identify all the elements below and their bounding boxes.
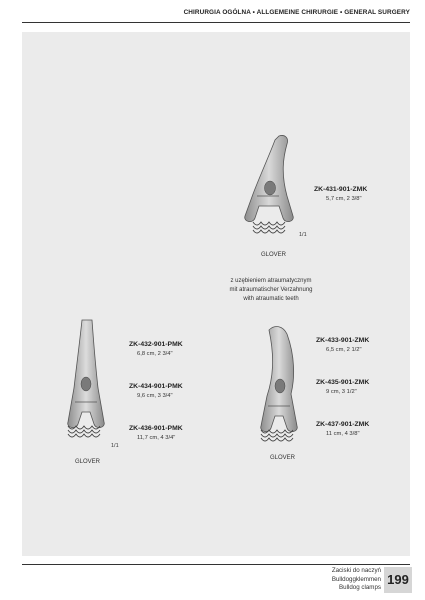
product-size-437: 11 cm, 4 3/8" bbox=[326, 431, 360, 437]
scale-indicator-left: 1/1 bbox=[111, 443, 119, 449]
product-code-435: ZK-435-901-ZMK bbox=[316, 379, 370, 386]
scale-indicator-top: 1/1 bbox=[299, 232, 307, 238]
teeth-note-english: with atraumatic teeth bbox=[243, 296, 299, 302]
curved-bulldog-clamp-top bbox=[235, 130, 305, 245]
footer-divider bbox=[22, 564, 410, 565]
teeth-note-german: mit atraumatischer Verzahnung bbox=[229, 287, 313, 293]
footer-category-polish: Zaciski do naczyń bbox=[331, 567, 381, 574]
footer-category-german: Bulldoggklemmen bbox=[331, 575, 381, 583]
product-code-432: ZK-432-901-PMK bbox=[129, 341, 183, 348]
teeth-note-polish: z uzębieniem atraumatycznym bbox=[230, 278, 312, 284]
header-divider bbox=[22, 22, 410, 23]
product-size-435: 9 cm, 3 1/2" bbox=[326, 389, 357, 395]
atraumatic-teeth-note bbox=[211, 277, 331, 304]
product-size-431: 5,7 cm, 2 3/8" bbox=[326, 196, 362, 202]
footer-category-english: Bulldog clamps bbox=[339, 584, 381, 592]
product-size-432: 6,8 cm, 2 3/4" bbox=[137, 351, 173, 357]
product-code-431: ZK-431-901-ZMK bbox=[314, 186, 368, 193]
product-size-433: 6,5 cm, 2 1/2" bbox=[326, 347, 362, 353]
product-label-glover-right: GLOVER bbox=[270, 455, 296, 461]
straight-bulldog-clamp bbox=[58, 318, 116, 453]
product-size-434: 9,6 cm, 3 3/4" bbox=[137, 393, 173, 399]
page-number: 199 bbox=[384, 567, 412, 593]
curved-bulldog-clamp-right bbox=[255, 322, 315, 452]
footer-category bbox=[332, 567, 381, 593]
product-label-glover-top: GLOVER bbox=[261, 252, 287, 258]
product-code-433: ZK-433-901-ZMK bbox=[316, 337, 370, 344]
section-header: CHIRURGIA OGÓLNA • ALLGEMEINE CHIRURGIE • GENERAL SURGERY bbox=[183, 9, 410, 16]
product-size-436: 11,7 cm, 4 3/4" bbox=[137, 435, 176, 441]
product-code-434: ZK-434-901-PMK bbox=[129, 383, 183, 390]
product-label-glover-left: GLOVER bbox=[75, 459, 101, 465]
product-code-437: ZK-437-901-ZMK bbox=[316, 421, 370, 428]
product-code-436: ZK-436-901-PMK bbox=[129, 425, 183, 432]
